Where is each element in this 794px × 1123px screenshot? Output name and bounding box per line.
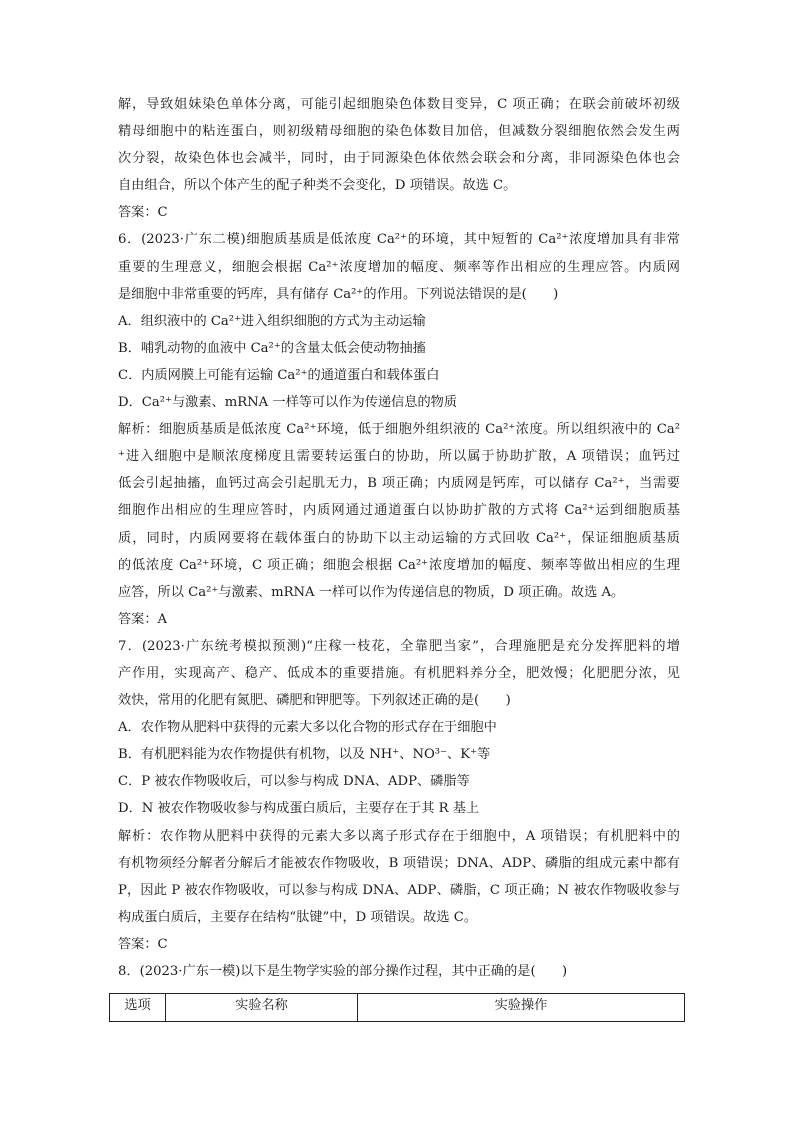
answer-line: 答案：A [118, 611, 168, 627]
option-c: C．内质网膜上可能有运输 Ca²⁺的通道蛋白和载体蛋白 [118, 367, 440, 383]
text-line: 重要的生理意义，细胞会根据 Ca²⁺浓度增加的幅度、频率等作出相应的生理应答。内质网 [118, 259, 680, 275]
analysis-line: 解析：农作物从肥料中获得的元素大多以离子形式存在于细胞中，A 项错误；有机肥料中的 [118, 828, 680, 844]
option-a: A．组织液中的 Ca²⁺进入组织细胞的方式为主动运输 [118, 313, 426, 329]
analysis-line: 解析：细胞质基质是低浓度 Ca²⁺环境，低于细胞外组织液的 Ca²⁺浓度。所以组织液中的 Ca² [118, 422, 680, 438]
header-experiment-name: 实验名称 [166, 994, 358, 1022]
option-b: B．有机肥料能为农作物提供有机物，以及 NH⁺、NO³⁻、K⁺等 [118, 747, 491, 763]
text-line: 的低浓度 Ca²⁺环境，C 项正确；细胞会根据 Ca²⁺浓度增加的幅度、频率等做出相应的生理 [118, 557, 680, 573]
answer-line: 答案：C [118, 936, 168, 952]
text-line: 效快，常用的化肥有氮肥、磷肥和钾肥等。下列叙述正确的是( ) [118, 693, 511, 709]
option-d: D．Ca²⁺与激素、mRNA 一样等可以作为传递信息的物质 [118, 395, 458, 411]
text-line: 细胞作出相应的生理应答时，内质网通过通道蛋白以协助扩散的方式将 Ca²⁺运到细胞质基 [118, 503, 680, 519]
experiment-table [109, 993, 685, 1022]
option-b: B．哺乳动物的血液中 Ca²⁺的含量太低会使动物抽搐 [118, 340, 426, 356]
text-line: 应答，所以 Ca²⁺与激素、mRNA 一样可以作为传递信息的物质，D 项正确。故选 A。 [118, 584, 625, 600]
question-7-stem: 7．(2023·广东统考模拟预测)“庄稼一枝花，全靠肥当家”，合理施肥是充分发挥肥料的增 [118, 638, 680, 654]
header-experiment-operation: 实验操作 [358, 994, 685, 1022]
text-line: 构成蛋白质后，主要存在结构“肽键”中，D 项错误。故选 C。 [118, 909, 478, 925]
option-a: A．农作物从肥料中获得的元素大多以化合物的形式存在于细胞中 [118, 720, 497, 736]
text-line: 自由组合，所以个体产生的配子种类不会变化，D 项错误。故选 C。 [118, 178, 517, 194]
text-line: 精母细胞中的粘连蛋白，则初级精母细胞的染色体数目加倍，但减数分裂细胞依然会发生两 [118, 124, 680, 140]
text-line: 是细胞中非常重要的钙库，具有储存 Ca²⁺的作用。下列说法错误的是( ) [118, 286, 559, 302]
question-8-stem: 8．(2023·广东一模)以下是生物学实验的部分操作过程，其中正确的是( ) [118, 964, 568, 979]
text-line: 质，同时，内质网要将在载体蛋白的协助下以主动运输的方式回收 Ca²⁺，保证细胞质基质 [118, 530, 680, 546]
text-line: ⁺进入细胞中是顺浓度梯度且需要转运蛋白的协助，所以属于协助扩散，A 项错误；血钙过 [118, 449, 680, 465]
text-body [118, 91, 680, 985]
option-c: C．P 被农作物吸收后，可以参与构成 DNA、ADP、磷脂等 [118, 774, 470, 790]
text-line: 有机物须经分解者分解后才能被农作物吸收，B 项错误；DNA、ADP、磷脂的组成元素中都有 [118, 855, 680, 871]
answer-line: 答案：C [118, 205, 168, 221]
table-header-row [110, 994, 685, 1022]
text-line: 低会引起抽搐，血钙过高会引起肌无力，B 项正确；内质网是钙库，可以储存 Ca²⁺，当需要 [118, 476, 680, 492]
question-6-stem: 6．(2023·广东二模)细胞质基质是低浓度 Ca²⁺的环境，其中短暂的 Ca²⁺浓度增加具有非常 [118, 232, 680, 248]
text-line: 次分裂，故染色体也会减半，同时，由于同源染色体依然会联会和分离，非同源染色体也会 [118, 151, 680, 167]
option-d: D．N 被农作物吸收参与构成蛋白质后，主要存在于其 R 基上 [118, 801, 480, 817]
text-line: 解，导致姐妹染色单体分离，可能引起细胞染色体数目变异，C 项正确；在联会前破坏初级 [118, 97, 680, 112]
text-line: 产作用，实现高产、稳产、低成本的重要措施。有机肥料养分全，肥效慢；化肥肥分浓，见 [118, 665, 680, 681]
header-option: 选项 [110, 994, 166, 1022]
text-line: P，因此 P 被农作物吸收，可以参与构成 DNA、ADP、磷脂，C 项正确；N 被农作物吸收参与 [118, 882, 680, 898]
